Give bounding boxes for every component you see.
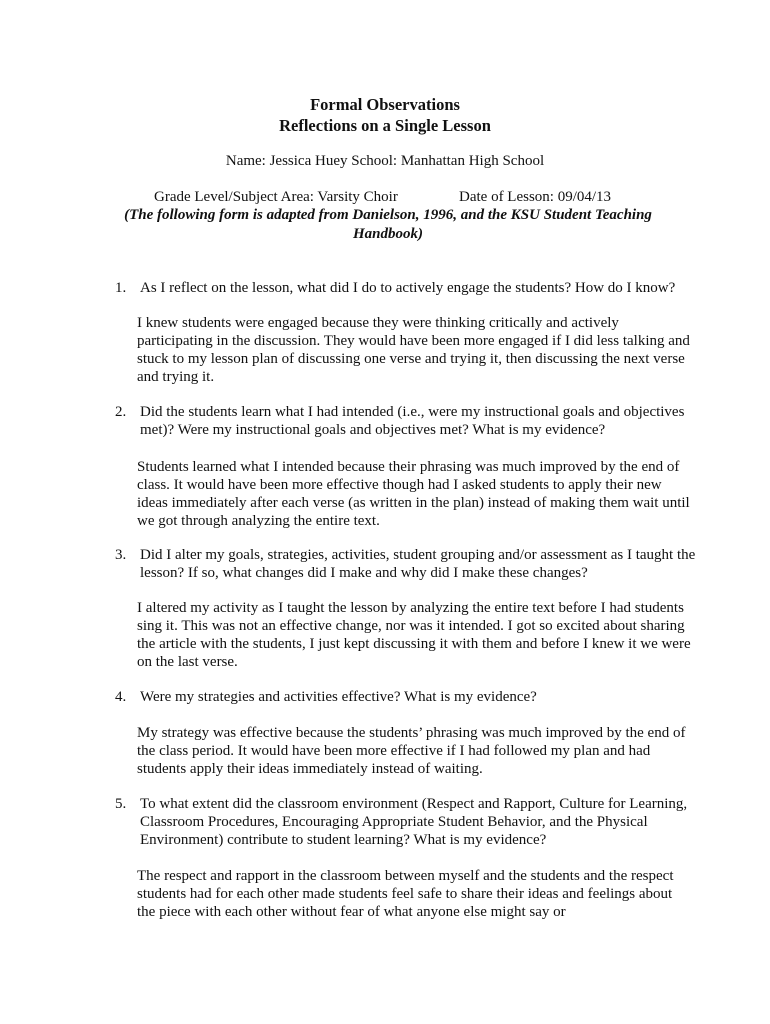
document-title: Formal Observations: [310, 95, 460, 114]
answer-text: I knew students were engaged because they were thinking critically and actively participating in the discussion. They would have been more engaged if I did less talking and stuck to my lesson plan of discussing one verse and trying it, then discussing the next verse and trying it.: [137, 315, 690, 385]
lesson-date: Date of Lesson: 09/04/13: [459, 189, 612, 205]
name-school-line: Name: Jessica Huey School: Manhattan High School: [225, 153, 545, 169]
answer-text: I altered my activity as I taught the lesson by analyzing the entire text before I had students sing it. This was not an effective change, nor was it intended. I got so excited about sharing the article with the students, I just kept discussing it with them and before I knew it we were on the last verse.: [137, 600, 691, 670]
question-number: 3.: [115, 547, 127, 563]
grade-subject-line: Grade Level/Subject Area: Varsity Choir: [154, 189, 398, 205]
question-number: 1.: [115, 280, 127, 296]
question-text: Did I alter my goals, strategies, activities, student grouping and/or assessment as I taught the lesson? If so, what changes did I make and why did I make these changes?: [140, 547, 696, 581]
grade-date-row: [0, 187, 770, 207]
question-text: As I reflect on the lesson, what did I do to actively engage the students? How do I know?: [140, 280, 676, 296]
answer-text: My strategy was effective because the students’ phrasing was much improved by the end of the class period. It would have been more effective if I had followed my plan and had students apply their ideas immediately instead of waiting.: [137, 725, 686, 777]
question-text: To what extent did the classroom environment (Respect and Rapport, Culture for Learning, Classroom Procedures, Encouraging Appropriate Student Behavior, and the Physical Environment) contribute to student learning? What is my evidence?: [140, 796, 688, 848]
question-text: Did the students learn what I had intended (i.e., were my instructional goals and objectives met)? Were my instructional goals and objectives met? What is my evidence?: [140, 404, 685, 438]
question-number: 5.: [115, 796, 127, 812]
answer-text: The respect and rapport in the classroom between myself and the students and the respect students had for each other made students feel safe to share their ideas and feelings about the piece with each other without fear of what anyone else might say or: [137, 868, 674, 920]
document-subtitle: Reflections on a Single Lesson: [279, 116, 491, 135]
question-number: 2.: [115, 404, 127, 420]
question-number: 4.: [115, 689, 127, 705]
question-text: Were my strategies and activities effective? What is my evidence?: [140, 689, 537, 705]
adapted-source-note: (The following form is adapted from Danielson, 1996, and the KSU Student Teaching Handbook): [124, 207, 652, 242]
answer-text: Students learned what I intended because their phrasing was much improved by the end of class. It would have been more effective though had I asked students to apply their new ideas immediately after each verse (as written in the plan) instead of making them wait until we got through analyzing the entire text.: [137, 459, 690, 529]
